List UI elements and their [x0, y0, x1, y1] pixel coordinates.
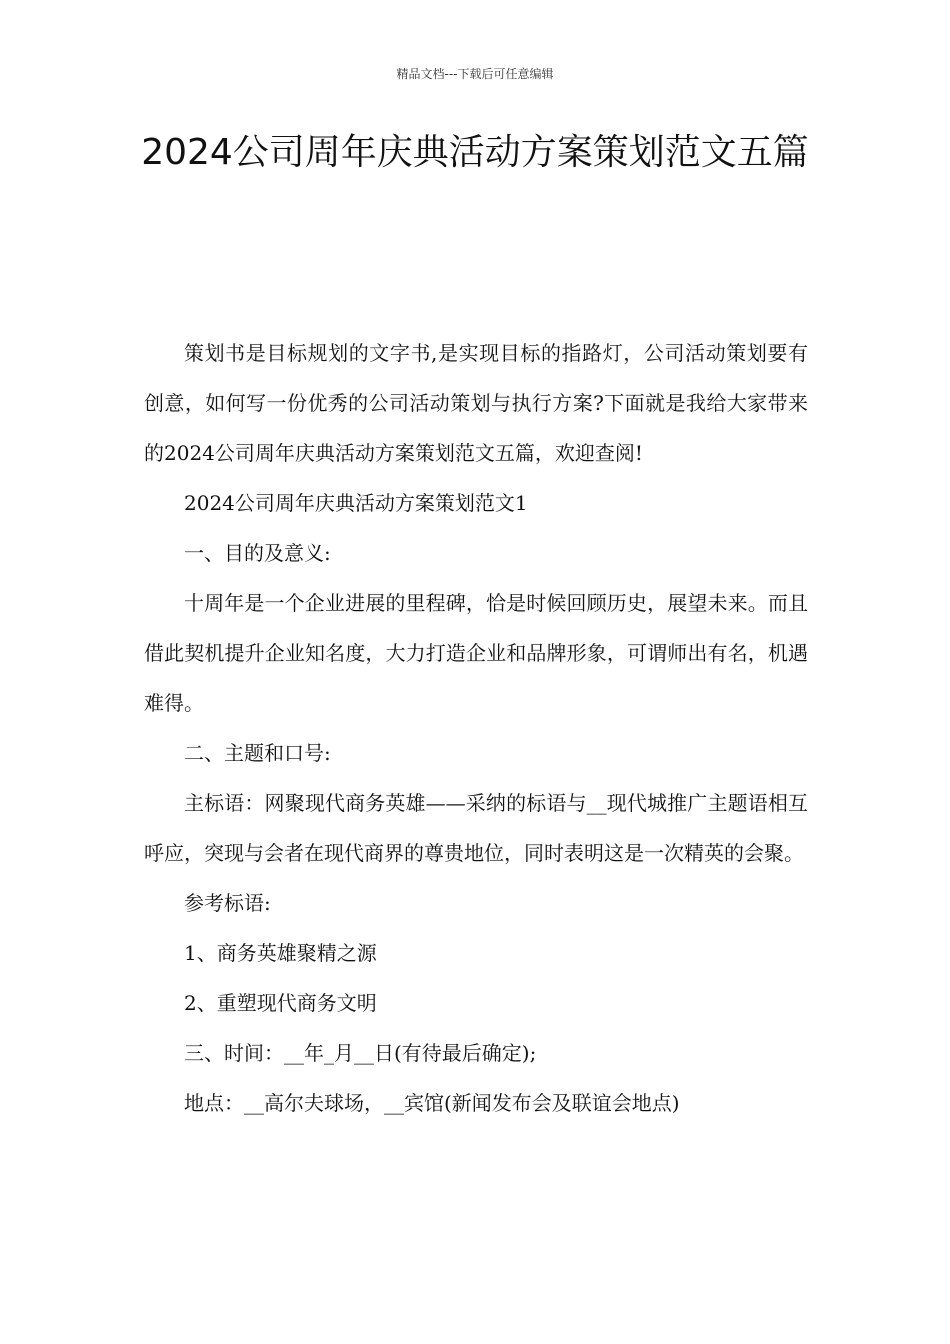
reference-slogan-2: 2、重塑现代商务文明 [184, 991, 377, 1015]
reference-slogan-1: 1、商务英雄聚精之源 [184, 941, 377, 965]
time-paragraph: 三、时间：__年_月__日(有待最后确定); [184, 1041, 537, 1065]
document-title: 2024公司周年庆典活动方案策划范文五篇 [141, 132, 809, 173]
main-slogan-paragraph: 主标语：网聚现代商务英雄——采纳的标语与__现代城推广主题语相互呼应，突现与会者在现代商界的尊贵地位，同时表明这是一次精英的会聚。 [144, 791, 808, 865]
theme-heading: 二、主题和口号: [184, 741, 331, 765]
purpose-paragraph: 十周年是一个企业进展的里程碑，恰是时候回顾历史，展望未来。而且借此契机提升企业知名度，大力打造企业和品牌形象，可谓师出有名，机遇难得。 [144, 591, 808, 715]
section-heading: 2024公司周年庆典活动方案策划范文1 [184, 491, 528, 515]
document-body [144, 328, 808, 1128]
reference-slogans-heading: 参考标语: [184, 891, 271, 915]
purpose-heading: 一、目的及意义: [184, 541, 331, 565]
location-paragraph: 地点：__高尔夫球场，__宾馆(新闻发布会及联谊会地点) [184, 1091, 680, 1115]
intro-paragraph: 策划书是目标规划的文字书,是实现目标的指路灯，公司活动策划要有创意，如何写一份优秀的公司活动策划与执行方案?下面就是我给大家带来的2024公司周年庆典活动方案策划范文五篇，欢迎查阅! [144, 341, 808, 465]
header-note: 精品文档---下载后可任意编辑 [396, 67, 554, 81]
